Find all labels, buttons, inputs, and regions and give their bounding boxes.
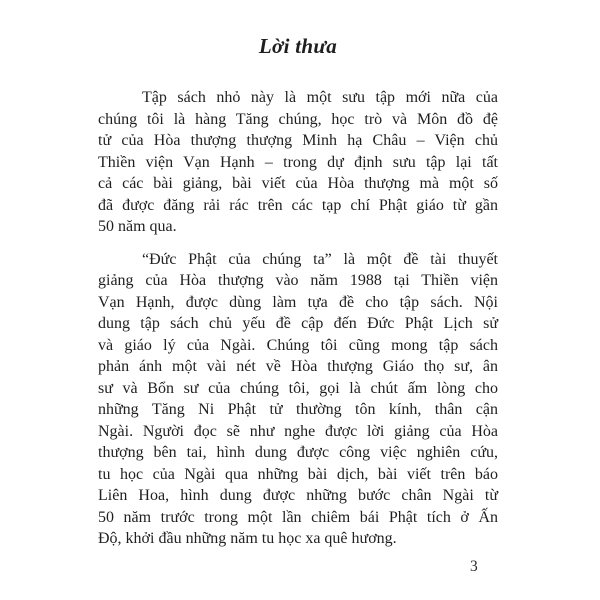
text-line: Vạn Hạnh, được dùng làm tựa đề cho tập sách. Nội bbox=[98, 293, 498, 311]
text-line: Độ, khởi đầu những năm tu học xa quê hương. bbox=[98, 530, 397, 547]
text-line: tu học của Ngài qua những bài dịch, bài viết trên báo bbox=[98, 465, 498, 483]
text-line: giảng của Hòa thượng vào năm 1988 tại Thiền viện bbox=[98, 272, 498, 289]
text-line: thượng bên tai, hình dung được công việc nghiên cứu, bbox=[98, 444, 498, 461]
text-line: sư và Bổn sư của chúng tôi, gọi là chút ấm lòng cho bbox=[98, 379, 498, 397]
text-line: và giáo lý của Ngài. Chúng tôi cũng mong tập sách bbox=[98, 336, 498, 354]
body-text bbox=[98, 87, 498, 550]
paragraph bbox=[98, 87, 498, 238]
text-line: phản ánh một vài nét về Hòa thượng Giáo thọ sư, ân bbox=[98, 358, 498, 375]
text-line: Tập sách nhỏ này là một sưu tập mới nữa của bbox=[142, 89, 498, 106]
text-line: tử của Hòa thượng thượng Minh hạ Châu – Viện chủ bbox=[98, 132, 498, 149]
page-title: Lời thưa bbox=[258, 34, 338, 58]
text-line: 50 năm qua. bbox=[98, 218, 177, 235]
text-line: 50 năm trước trong một lần chiêm bái Phật tích ở Ấn bbox=[98, 508, 498, 526]
text-line: cả các bài giảng, bài viết của Hòa thượng mà một số bbox=[98, 175, 498, 192]
text-line: “Đức Phật của chúng ta” là một đề tài thuyết bbox=[142, 250, 498, 268]
page-content bbox=[98, 33, 498, 561]
text-line: đã được đăng rải rác trên các tạp chí Phật giáo từ gần bbox=[98, 196, 498, 214]
text-line: dung tập sách chủ yếu đề cập đến Đức Phật Lịch sử bbox=[98, 315, 498, 332]
text-line: những Tăng Ni Phật tử thường tôn kính, thân cận bbox=[98, 401, 498, 418]
text-line: Ngài. Người đọc sẽ như nghe được lời giảng của Hòa bbox=[98, 422, 498, 440]
text-line: Thiền viện Vạn Hạnh – trong dự định sưu tập lại tất bbox=[98, 153, 498, 171]
text-line: Liên Hoa, hình dung được những bước chân Ngài từ bbox=[98, 487, 498, 504]
text-line: chúng tôi là hàng Tăng chúng, học trò và Môn đồ đệ bbox=[98, 110, 498, 128]
page-number: 3 bbox=[470, 558, 478, 575]
paragraph bbox=[98, 249, 498, 550]
